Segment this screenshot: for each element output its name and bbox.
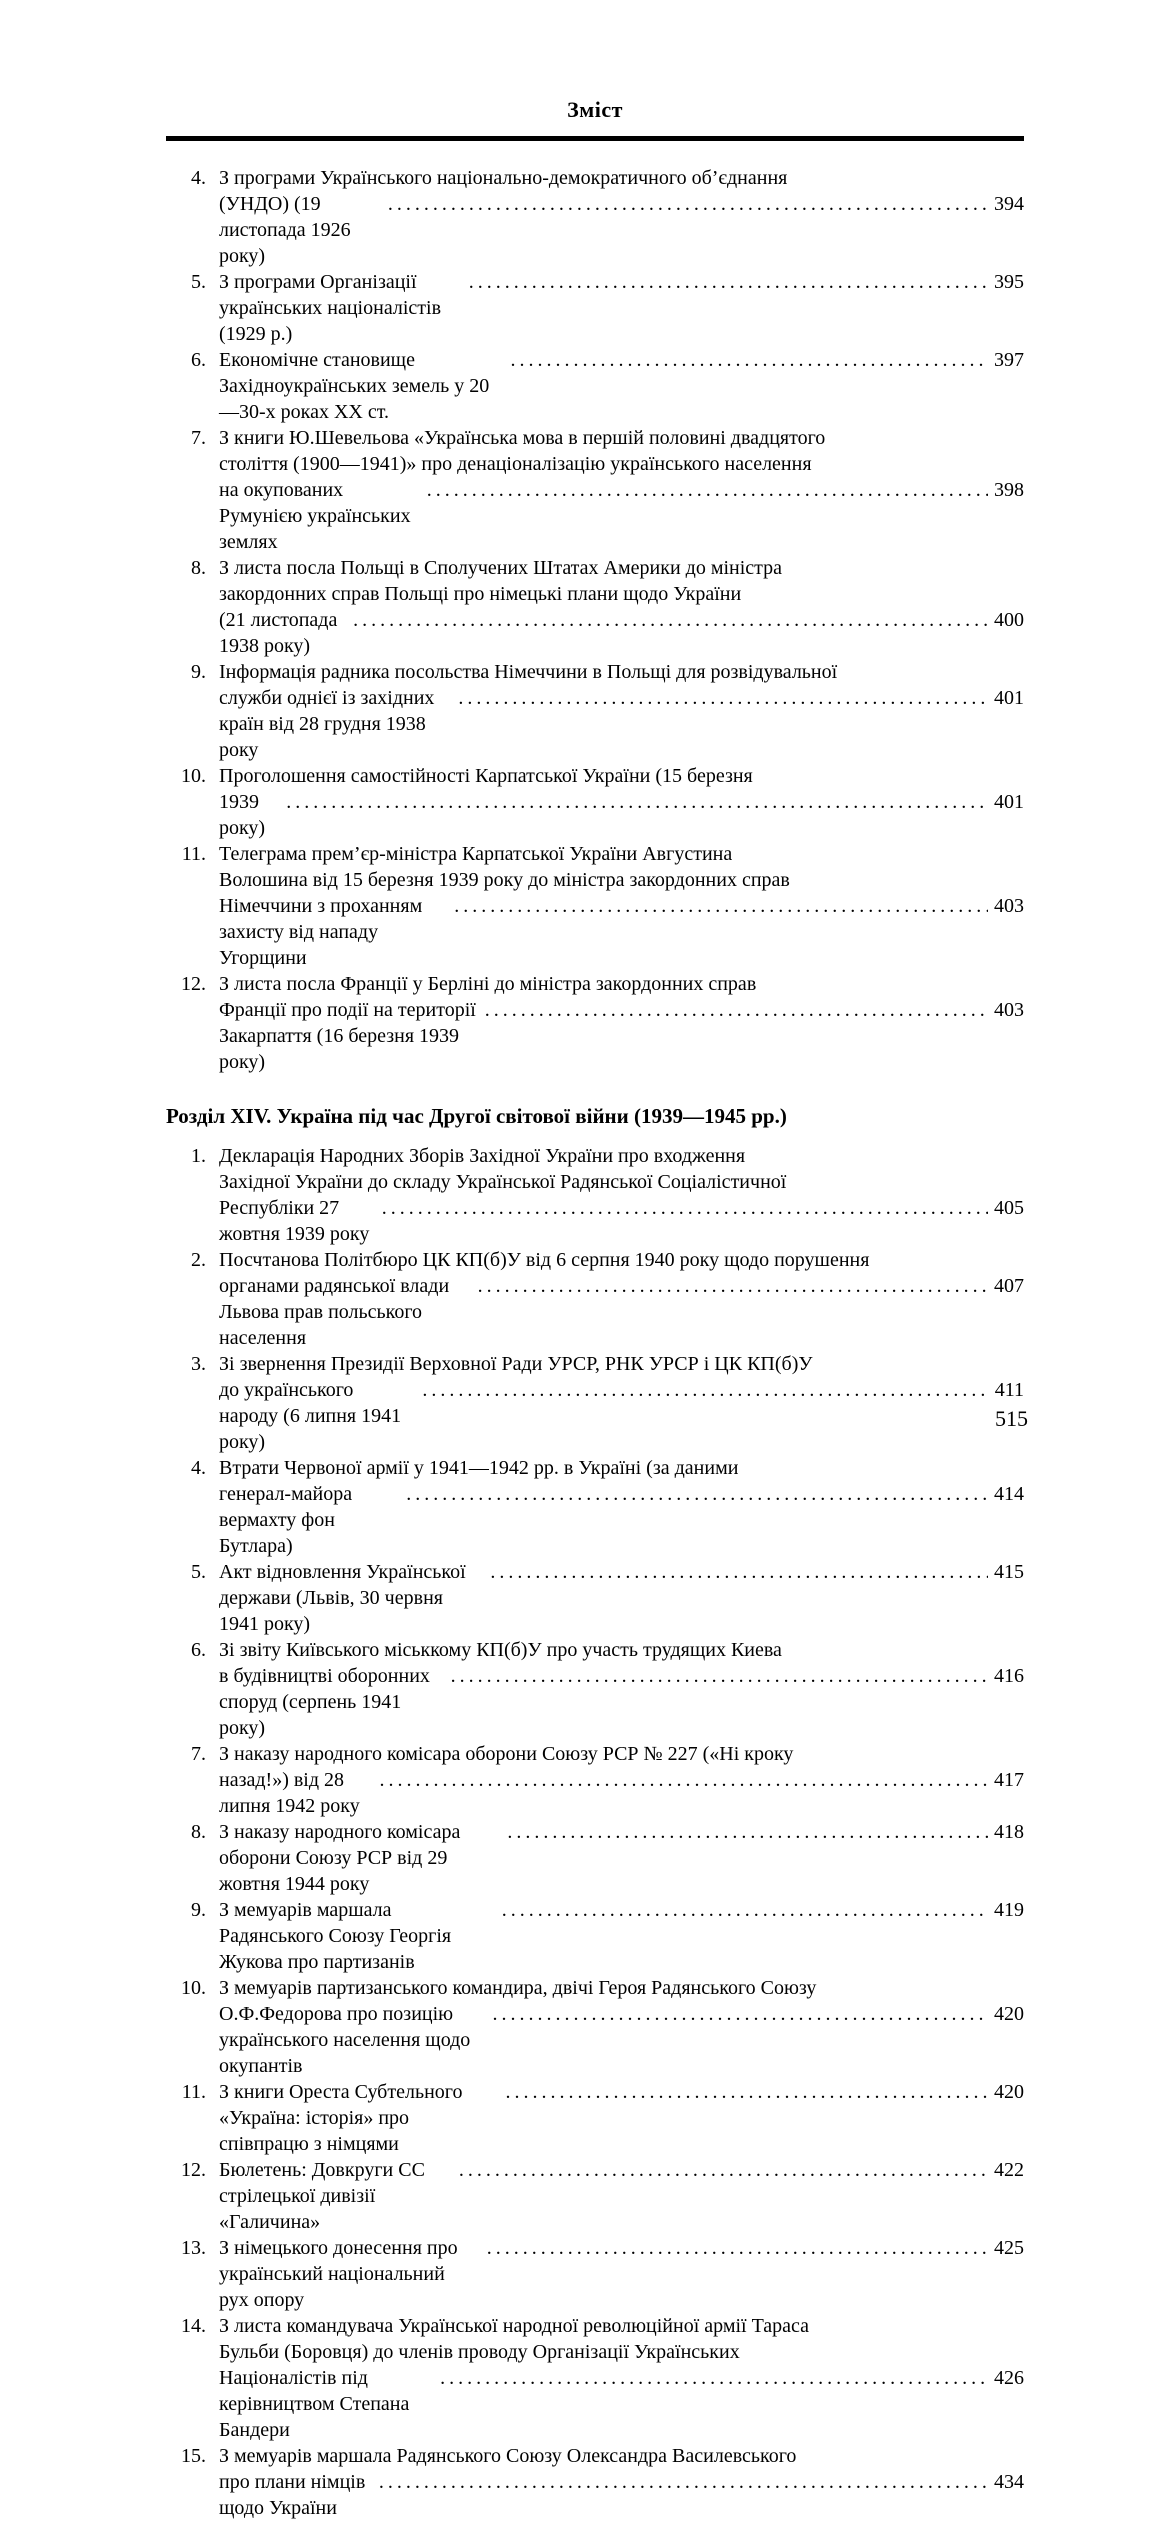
entry-text: Інформація радника посольства Німеччини в Польщі для розвідувальної (219, 661, 838, 683)
entry-number: 5. (191, 271, 206, 293)
entry-page-number: 419 (994, 1899, 1024, 1921)
entry-text: З книги Ореста Субтельного «Україна: історія» про співпрацю з німцями (219, 2081, 463, 2155)
entry-text: (УНДО) (19 листопада 1926 року) (219, 193, 351, 267)
entry-text: О.Ф.Федорова про позицію українського населення щодо окупантів (219, 2003, 471, 2077)
entry-text: Націоналістів під керівництвом Степана Бандери (219, 2367, 410, 2441)
entry-last-line (219, 1377, 1024, 1455)
toc-entry (166, 659, 1024, 763)
entry-page-number: 411 (994, 1379, 1024, 1401)
entry-page-number: 403 (994, 999, 1024, 1021)
toc-entry (166, 1819, 1024, 1897)
dot-leader (427, 477, 988, 503)
entry-last-line (219, 685, 1024, 763)
page-number: 515 (995, 1406, 1028, 1431)
entry-page-number: 415 (994, 1561, 1024, 1583)
entry-body (206, 763, 1024, 841)
entry-number: 12. (181, 2159, 206, 2181)
entry-text: Республіки 27 жовтня 1939 року (219, 1197, 370, 1245)
dot-leader (487, 2235, 988, 2261)
entry-text: З наказу народного комісара оборони Союзу РСР № 227 («Ні кроку (219, 1743, 794, 1765)
dot-leader (459, 2157, 988, 2183)
entry-text: З листа посла Франції у Берліні до міністра закордонних справ (219, 973, 757, 995)
toc-entry (166, 1559, 1024, 1637)
entry-page-number: 394 (994, 193, 1024, 215)
entry-text: Бульби (Боровця) до членів проводу Організації Українських (219, 2341, 740, 2363)
entry-text: назад!») від 28 липня 1942 року (219, 1769, 360, 1817)
entry-text: З програми Організації українських націоналістів (1929 р.) (219, 271, 442, 345)
entry-number: 8. (191, 557, 206, 579)
toc-entry (166, 971, 1024, 1075)
entry-number: 8. (191, 1821, 206, 1843)
toc-entry (166, 1351, 1024, 1455)
entry-text: Франції про події на території Закарпаття (16 березня 1939 року) (219, 999, 476, 1073)
entry-page-number: 418 (994, 1821, 1024, 1843)
entry-body (206, 1819, 1024, 1897)
entry-number: 10. (181, 765, 206, 787)
dot-leader (490, 1559, 988, 1585)
entry-number: 6. (191, 349, 206, 371)
entry-page-number: 400 (994, 609, 1024, 631)
dot-leader (440, 2365, 988, 2391)
dot-leader (454, 893, 988, 919)
entry-text: до українського народу (6 липня 1941 року) (219, 1379, 402, 1453)
entry-body (206, 1143, 1024, 1247)
toc-list (166, 165, 1024, 2521)
toc-entry (166, 1455, 1024, 1559)
entry-body (206, 1637, 1024, 1741)
entry-page-number: 407 (994, 1275, 1024, 1297)
entry-text: Волошина від 15 березня 1939 року до міністра закордонних справ (219, 869, 790, 891)
entry-last-line (219, 1897, 1024, 1975)
entry-number: 7. (191, 1743, 206, 1765)
entry-text: З листа командувача Української народної революційної армії Тараса (219, 2315, 810, 2337)
entry-number: 14. (181, 2315, 206, 2337)
entry-page-number: 398 (994, 479, 1024, 501)
toc-entry (166, 1143, 1024, 1247)
dot-leader (286, 789, 988, 815)
dot-leader (353, 607, 988, 633)
entry-page-number: 422 (994, 2159, 1024, 2181)
entry-last-line (219, 1663, 1024, 1741)
dot-leader (380, 1767, 988, 1793)
toc-entry (166, 165, 1024, 269)
entry-text: З мемуарів маршала Радянського Союзу Георгія Жукова про партизанів (219, 1899, 452, 1973)
entry-last-line (219, 347, 1024, 425)
dot-leader (485, 997, 988, 1023)
entry-text: З програми Українського національно-демократичного об’єднання (219, 167, 788, 189)
toc-entry (166, 1637, 1024, 1741)
toc-entry (166, 1247, 1024, 1351)
entry-text: 1939 року) (219, 791, 266, 839)
entry-page-number: 401 (994, 687, 1024, 709)
entry-text: Зі звіту Київського міськкому КП(б)У про участь трудящих Киева (219, 1639, 782, 1661)
entry-page-number: 405 (994, 1197, 1024, 1219)
entry-number: 1. (191, 1145, 206, 1167)
entry-last-line (219, 1273, 1024, 1351)
dot-leader (493, 2001, 988, 2027)
entry-text: в будівництві оборонних споруд (серпень 1941 року) (219, 1665, 430, 1739)
toc-entry (166, 841, 1024, 971)
entry-text: З листа посла Польщі в Сполучених Штатах Америки до міністра (219, 557, 783, 579)
entry-body (206, 555, 1024, 659)
entry-body (206, 2157, 1024, 2235)
entry-text: органами радянської влади Львова прав польського населення (219, 1275, 450, 1349)
entry-last-line (219, 1559, 1024, 1637)
entry-page-number: 420 (994, 2003, 1024, 2025)
entry-last-line (219, 2157, 1024, 2235)
entry-body (206, 841, 1024, 971)
dot-leader (502, 1897, 988, 1923)
entry-body (206, 971, 1024, 1075)
entry-number: 7. (191, 427, 206, 449)
entry-text: генерал-майора вермахту фон Бутлара) (219, 1483, 353, 1557)
entry-page-number: 417 (994, 1769, 1024, 1791)
toc-entry (166, 2079, 1024, 2157)
entry-text: Декларація Народних Зборів Західної України про входження (219, 1145, 746, 1167)
entry-number: 13. (181, 2237, 206, 2259)
dot-leader (388, 191, 988, 217)
toc-entry (166, 2235, 1024, 2313)
toc-entry (166, 1897, 1024, 1975)
entry-text: Західної України до складу Української Радянської Соціалістичної (219, 1171, 787, 1193)
entry-number: 12. (181, 973, 206, 995)
entry-body (206, 659, 1024, 763)
entry-page-number: 395 (994, 271, 1024, 293)
toc-entry (166, 425, 1024, 555)
dot-leader (458, 685, 988, 711)
entry-body (206, 2313, 1024, 2443)
entry-last-line (219, 1819, 1024, 1897)
entry-last-line (219, 1767, 1024, 1819)
entry-text: Втрати Червоної армії у 1941—1942 рр. в Україні (за даними (219, 1457, 739, 1479)
entry-text: Телеграма прем’єр-міністра Карпатської України Августина (219, 843, 733, 865)
entry-body (206, 347, 1024, 425)
entry-number: 3. (191, 1353, 206, 1375)
entry-body (206, 2079, 1024, 2157)
dot-leader (451, 1663, 988, 1689)
entry-number: 5. (191, 1561, 206, 1583)
dot-leader (506, 2079, 988, 2105)
dot-leader (382, 1195, 988, 1221)
entry-page-number: 420 (994, 2081, 1024, 2103)
entry-body (206, 269, 1024, 347)
entry-page-number: 416 (994, 1665, 1024, 1687)
entry-last-line (219, 2001, 1024, 2079)
dot-leader (406, 1481, 988, 1507)
entry-body (206, 1975, 1024, 2079)
entry-last-line (219, 2079, 1024, 2157)
entry-number: 4. (191, 167, 206, 189)
section-heading: Розділ XIV. Україна під час Другої світової війни (1939—1945 рр.) (166, 1104, 787, 1128)
entry-number: 15. (181, 2445, 206, 2467)
entry-text: на окупованих Румунією українських землях (219, 479, 411, 553)
entry-text: З мемуарів партизанського командира, двічі Героя Радянського Союзу (219, 1977, 817, 1999)
entry-page-number: 401 (994, 791, 1024, 813)
entry-text: (21 листопада 1938 року) (219, 609, 338, 657)
entry-text: про плани німців щодо України (219, 2471, 366, 2519)
dot-leader (379, 2469, 988, 2495)
dot-leader (510, 347, 988, 373)
entry-text: Економічне становище Західноукраїнських земель у 20—30-х роках XX ст. (219, 349, 490, 423)
entry-body (206, 1455, 1024, 1559)
entry-page-number: 414 (994, 1483, 1024, 1505)
entry-last-line (219, 893, 1024, 971)
entry-last-line (219, 191, 1024, 269)
toc-entry (166, 763, 1024, 841)
entry-last-line (219, 1481, 1024, 1559)
entry-last-line (219, 2365, 1024, 2443)
toc-entry (166, 269, 1024, 347)
entry-page-number: 403 (994, 895, 1024, 917)
entry-text: Проголошення самостійності Карпатської України (15 березня (219, 765, 753, 787)
entry-page-number: 425 (994, 2237, 1024, 2259)
toc-entry (166, 347, 1024, 425)
entry-number: 9. (191, 661, 206, 683)
entry-body (206, 1559, 1024, 1637)
entry-text: закордонних справ Польщі про німецькі плани щодо України (219, 583, 742, 605)
entry-text: З книги Ю.Шевельова «Українська мова в першій половині двадцятого (219, 427, 826, 449)
entry-body (206, 165, 1024, 269)
entry-number: 10. (181, 1977, 206, 1999)
dot-leader (469, 269, 988, 295)
entry-text: Акт відновлення Української держави (Львів, 30 червня 1941 року) (219, 1561, 466, 1635)
entry-body (206, 1741, 1024, 1819)
entry-body (206, 2235, 1024, 2313)
entry-text: З німецького донесення про український національний рух опору (219, 2237, 458, 2311)
toc-entry (166, 2443, 1024, 2521)
entry-last-line (219, 607, 1024, 659)
entry-last-line (219, 1195, 1024, 1247)
entry-body (206, 1351, 1024, 1455)
toc-entry (166, 2157, 1024, 2235)
entry-body (206, 2443, 1024, 2521)
dot-leader (478, 1273, 988, 1299)
entry-text: Німеччини з проханням захисту від нападу Угорщини (219, 895, 423, 969)
entry-text: З наказу народного комісара оборони Союзу РСР від 29 жовтня 1944 року (219, 1821, 461, 1895)
entry-last-line (219, 789, 1024, 841)
entry-last-line (219, 477, 1024, 555)
dot-leader (507, 1819, 988, 1845)
entry-number: 9. (191, 1899, 206, 1921)
entry-text: Бюлетень: Довкруги СС стрілецької дивізії «Галичина» (219, 2159, 425, 2233)
entry-last-line (219, 2235, 1024, 2313)
entry-last-line (219, 997, 1024, 1075)
entry-body (206, 1897, 1024, 1975)
toc-entry (166, 1975, 1024, 2079)
entry-text: З мемуарів маршала Радянського Союзу Олександра Василевського (219, 2445, 797, 2467)
entry-body (206, 1247, 1024, 1351)
document-page (166, 98, 1024, 2521)
toc-entry (166, 2313, 1024, 2443)
entry-number: 11. (181, 2081, 206, 2103)
title-rule (166, 136, 1024, 141)
entry-number: 4. (191, 1457, 206, 1479)
entry-page-number: 434 (994, 2471, 1024, 2493)
entry-number: 11. (181, 843, 206, 865)
page-title: Зміст (567, 97, 623, 122)
entry-text: Зі звернення Президії Верховної Ради УРСР, РНК УРСР і ЦК КП(б)У (219, 1353, 813, 1375)
entry-text: століття (1900—1941)» про денаціоналізацію українського населення (219, 453, 812, 475)
toc-entry (166, 555, 1024, 659)
dot-leader (422, 1377, 988, 1403)
toc-entry (166, 1741, 1024, 1819)
entry-text: служби однієї із західних країн від 28 грудня 1938 року (219, 687, 435, 761)
entry-page-number: 397 (994, 349, 1024, 371)
entry-body (206, 425, 1024, 555)
entry-page-number: 426 (994, 2367, 1024, 2389)
entry-last-line (219, 2469, 1024, 2521)
entry-number: 6. (191, 1639, 206, 1661)
entry-last-line (219, 269, 1024, 347)
entry-number: 2. (191, 1249, 206, 1271)
entry-text: Посчтанова Політбюро ЦК КП(б)У від 6 серпня 1940 року щодо порушення (219, 1249, 870, 1271)
